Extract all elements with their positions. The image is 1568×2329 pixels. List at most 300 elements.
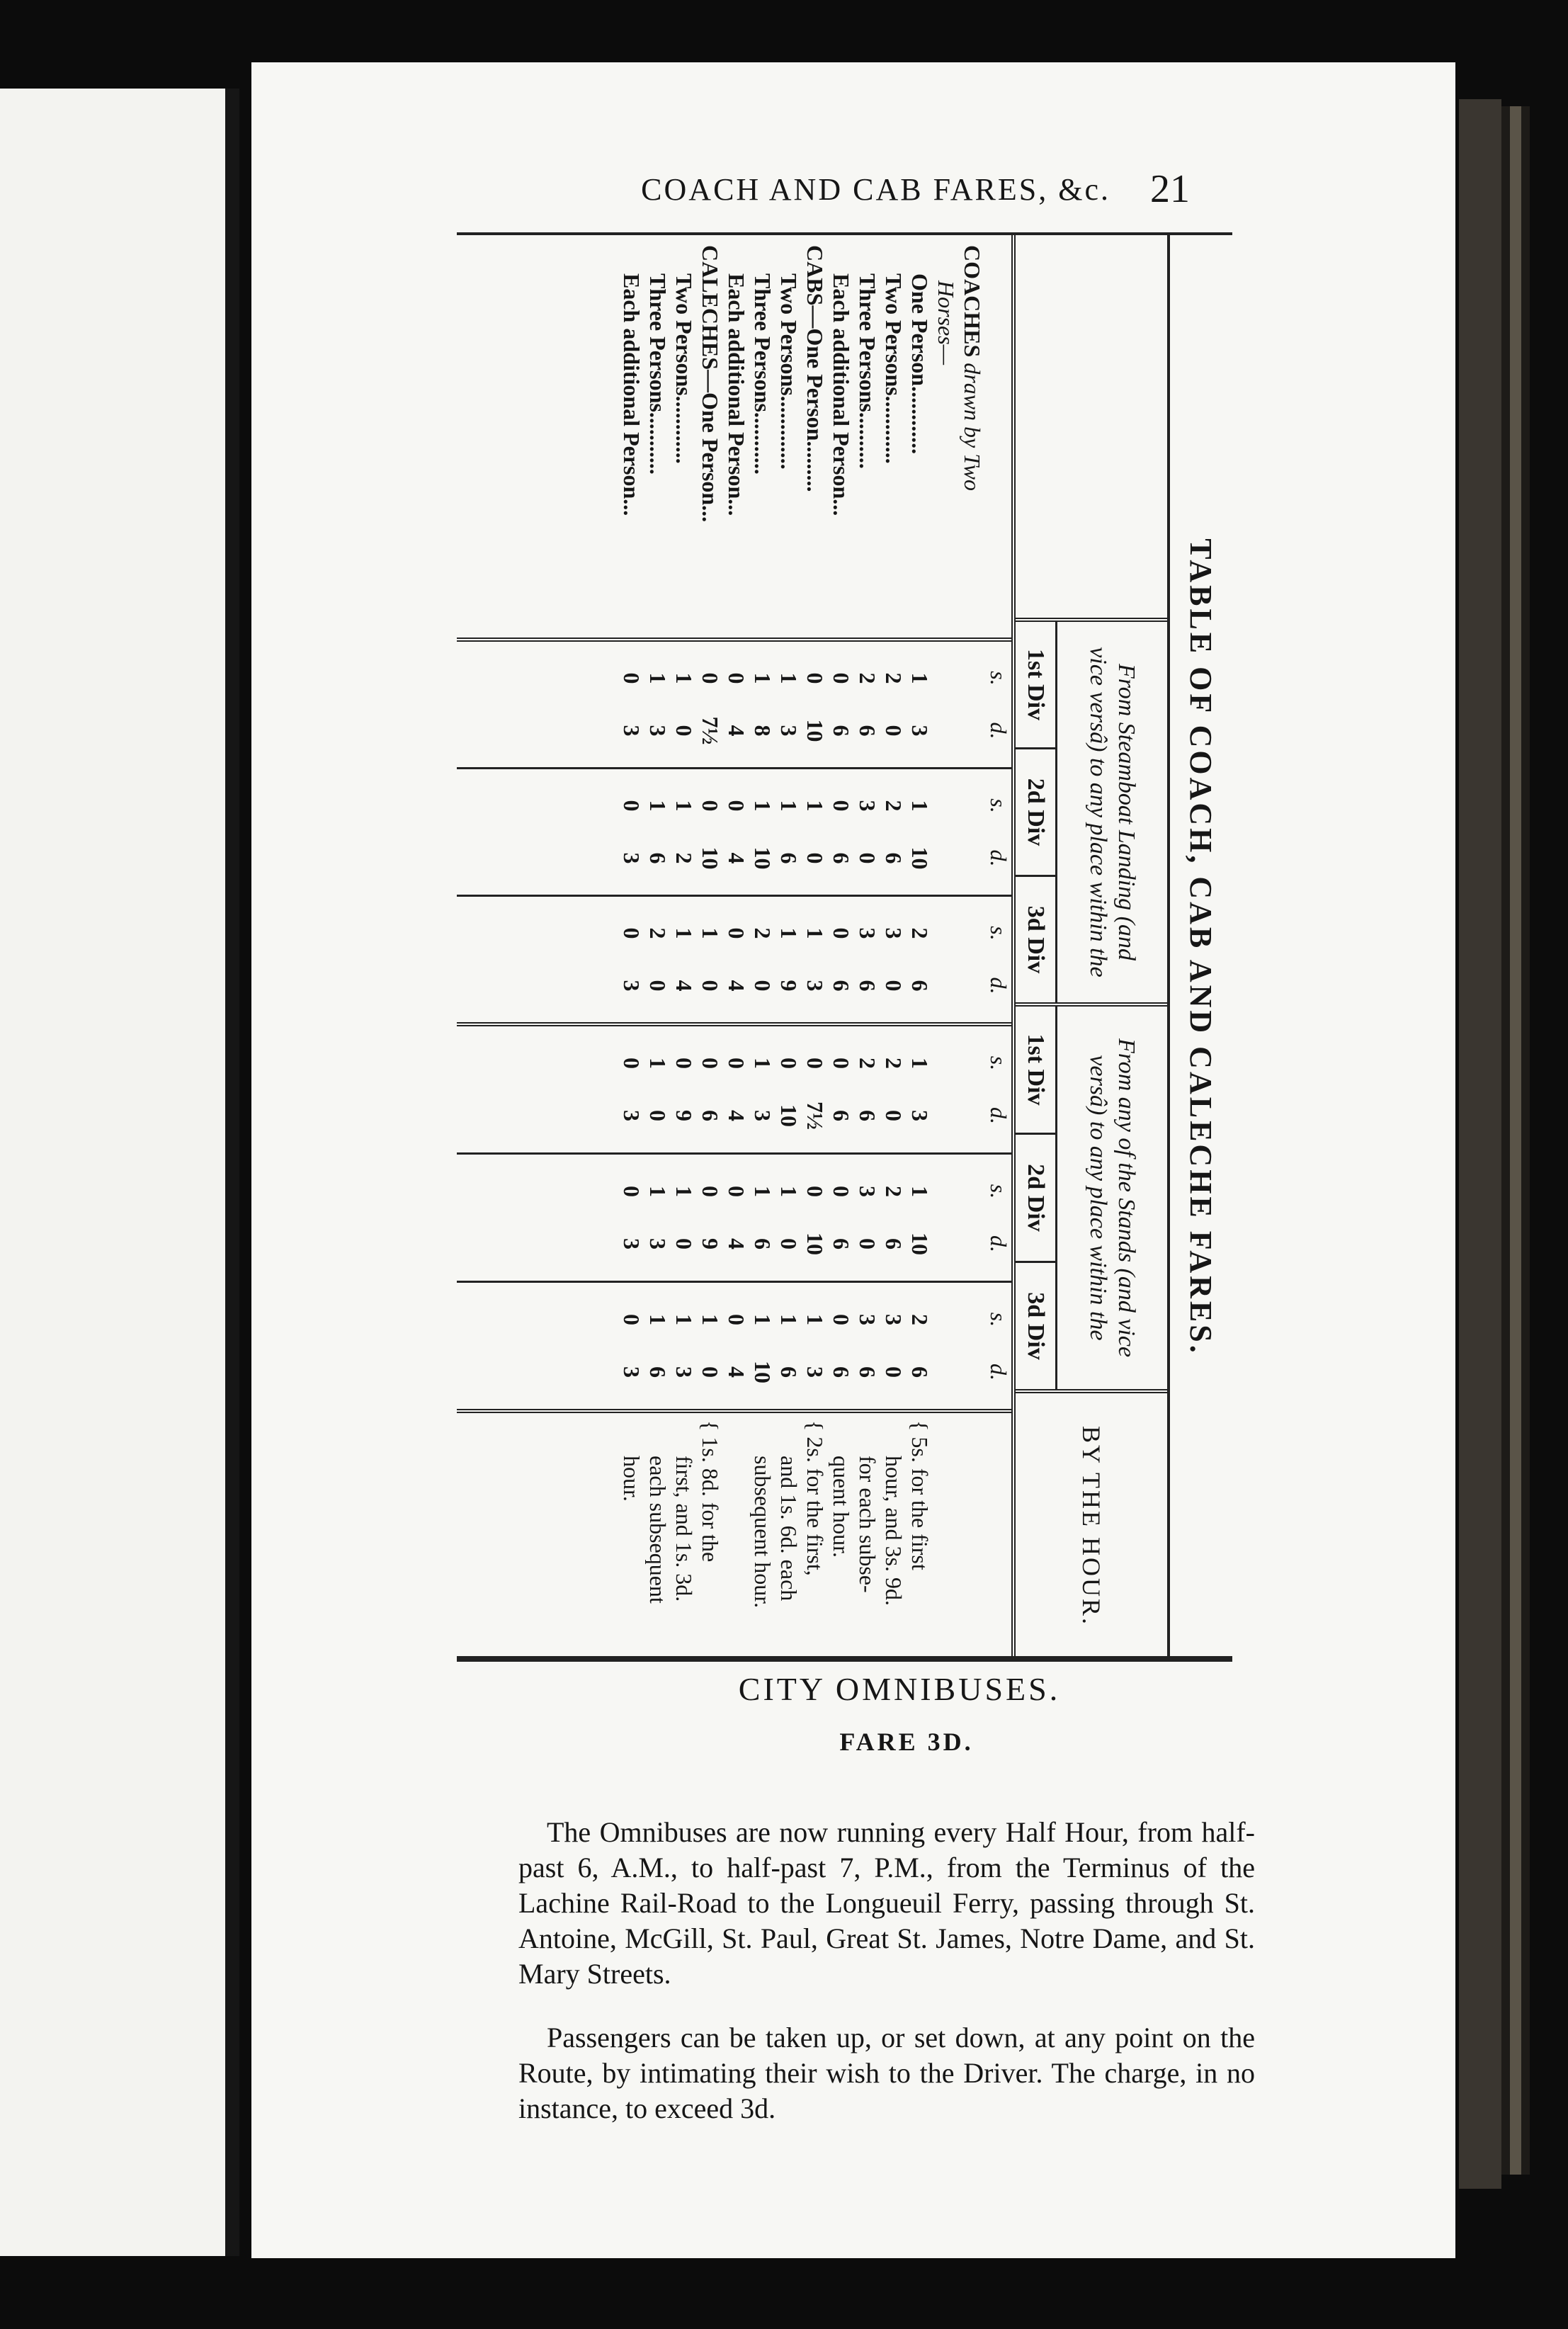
fare-shillings: 1 [907,1186,933,1197]
hour-text [723,1420,749,1659]
fare-cell [644,769,671,895]
fare-pence: 0 [645,980,671,992]
fare-cell [959,1026,985,1152]
fare-cell [671,769,697,895]
header-div-1: 1st Div [1016,1007,1055,1135]
fare-pence: 0 [855,1238,880,1250]
fare-shillings: 0 [698,1058,723,1069]
fare-cell [959,897,985,1022]
fare-shillings: 1 [645,1186,671,1197]
fare-cell [854,769,880,895]
row-label-text: Each additional Person... [829,273,854,516]
header-label-spacer [1016,235,1167,622]
fare-pence: 9 [776,980,802,992]
by-hour-column [457,1413,1011,1659]
omnibus-fare: FARE 3D. [839,1728,974,1756]
hour-spacer [985,1420,1011,1659]
fare-column [457,897,1011,1022]
fare-cell [959,769,985,895]
fare-shillings: 1 [671,1186,697,1197]
fare-pence: 4 [724,1110,749,1121]
fare-cell [671,642,697,767]
unit-pence: d. [986,1364,1011,1381]
fare-pence: 3 [802,980,828,992]
fare-pence: 6 [855,980,880,992]
unit-pence: d. [986,1107,1011,1124]
fare-pence: 6 [776,1366,802,1378]
fare-shillings: 3 [881,927,907,939]
hour-text: { 5s. for the first [907,1420,933,1570]
fare-cell [854,1283,880,1409]
fare-cell [644,642,671,767]
fare-pence: 6 [829,1238,854,1250]
fare-shillings: 3 [855,1314,880,1325]
fare-shillings: 2 [881,1186,907,1197]
row-label-text: Three Persons........... [750,273,776,475]
fare-shillings: 0 [776,1058,802,1069]
header-steamboat: From Steamboat Landing (and vice versâ) to any place within the [1085,647,1140,978]
row-label-text: One Person............ [907,273,933,455]
fare-pence: 6 [881,852,907,864]
fare-pence: 4 [671,980,697,992]
row-label-text: Two Persons............. [776,273,802,470]
fare-pence: 3 [645,1238,671,1250]
header-div-3: 3d Div [1023,1292,1049,1360]
fare-pence: 10 [907,846,933,870]
fare-shillings: 0 [724,1186,749,1197]
fare-shillings: 2 [881,1058,907,1069]
fare-pence: 0 [881,1110,907,1121]
fare-pence: 6 [829,1110,854,1121]
fare-pence: 7½ [698,716,723,745]
header-stands-group [1016,1007,1167,1393]
fare-shillings: 0 [698,1186,723,1197]
fare-shillings: 2 [881,672,907,684]
fare-cell [854,897,880,1022]
fare-cell [959,1283,985,1409]
hour-text: hour. [619,1456,644,1502]
fare-pence: 6 [645,1366,671,1378]
fare-cell [933,642,959,767]
fare-cell [802,642,828,767]
fare-cell [671,1283,697,1409]
row-label [671,245,697,628]
fare-pence: 0 [698,1366,723,1378]
fare-cell [644,1155,671,1281]
unit-shillings: s. [986,926,1011,941]
hour-text [933,1420,959,1659]
fare-shillings: 2 [645,927,671,939]
row-label [618,245,644,628]
fare-shillings: 1 [671,800,697,812]
running-head-title: COACH AND CAB FARES, &c. [641,171,1110,207]
hour-text: and 1s. 6d. each [776,1456,802,1602]
fare-shillings: 0 [671,1058,697,1069]
fare-shillings: 1 [750,1314,776,1325]
fare-shillings: 1 [776,927,802,939]
fare-pence: 3 [619,980,644,992]
row-label [749,245,776,628]
fare-shillings: 1 [776,800,802,812]
fare-pence: 0 [671,725,697,737]
fare-cell [802,1155,828,1281]
fare-pence: 0 [645,1110,671,1121]
fare-cell [959,642,985,767]
fare-cell [749,1026,776,1152]
row-label [880,245,907,628]
fare-cell [776,897,802,1022]
fare-shillings: 0 [829,1314,854,1325]
fare-shillings: 2 [907,1314,933,1325]
row-label [828,245,854,628]
table-header [1011,235,1167,1659]
fare-shillings: 1 [750,1058,776,1069]
fare-pence: 3 [750,1110,776,1121]
unit-shillings: s. [986,1055,1011,1071]
omnibus-paragraph: The Omnibuses are now running every Half Hour, from half-past 6, A.M., to half-past 7, P.M., from the Terminus of the Lachine Rail-Road to the Longueuil Ferry, passing through St. Antoine, McGill, St. Paul, Great St. James, Notre Dame, and St. Mary Streets. [518,1816,1255,1990]
fare-pence: 9 [698,1238,723,1250]
fare-cell [723,1155,749,1281]
hour-text: { 1s. 8d. for the [698,1420,723,1563]
row-label-text: Two Persons............ [881,273,907,464]
unit-pence: d. [986,1235,1011,1252]
fare-cell [907,897,933,1022]
fare-pence: 6 [881,1238,907,1250]
fare-shillings: 1 [802,927,828,939]
row-label [907,245,933,628]
fare-shillings: 0 [829,800,854,812]
fare-cell [907,769,933,895]
fare-cell [697,769,723,895]
fare-pence: 6 [829,1366,854,1378]
fare-shillings: 1 [671,672,697,684]
fare-shillings: 0 [619,1186,644,1197]
row-label [723,245,749,628]
fare-pence: 6 [855,725,880,737]
fare-cell [828,642,854,767]
row-label-text: Each additional Person... [724,273,749,516]
fare-pence: 0 [881,725,907,737]
row-label-text: Three Persons.......... [855,273,880,469]
fare-pence: 10 [802,1232,828,1255]
fare-pence: 0 [698,980,723,992]
fare-shillings: 0 [724,672,749,684]
fare-column [457,1283,1011,1409]
fare-cell [723,1026,749,1152]
fare-shillings: 0 [829,927,854,939]
fare-cell [618,1155,644,1281]
hour-text [959,1420,985,1659]
fare-pence: 0 [750,980,776,992]
fare-pence: 6 [855,1110,880,1121]
fare-column [457,1026,1011,1155]
header-div-3: 3d Div [1023,905,1049,974]
header-div-2: 2d Div [1016,749,1055,877]
fare-cell [776,642,802,767]
fare-shillings: 1 [645,1314,671,1325]
fare-column [457,642,1011,769]
fare-pence: 3 [645,725,671,737]
fare-shillings: 1 [750,800,776,812]
fare-pence: 4 [724,1238,749,1250]
fare-cell [880,897,907,1022]
fare-column [457,1155,1011,1283]
row-label-italic: Horses— [933,280,959,366]
fare-pence: 3 [907,1110,933,1121]
fare-pence: 6 [907,980,933,992]
fare-pence: 7½ [802,1101,828,1130]
row-label-text: CALECHES—One Person... [698,245,723,523]
fare-cell [697,897,723,1022]
unit-pence: d. [986,849,1011,867]
fare-cell [776,769,802,895]
fare-pence: 4 [724,725,749,737]
fare-cell [749,897,776,1022]
header-div-1: 1st Div [1016,622,1055,749]
fare-cell [933,1026,959,1152]
fare-shillings: 2 [881,800,907,812]
fare-cell [776,1155,802,1281]
label-spacer [985,245,1011,628]
fare-cell [854,642,880,767]
fare-shillings: 3 [855,800,880,812]
fare-cell [907,1155,933,1281]
hour-text: quent hour. [829,1456,854,1558]
row-label-italic: drawn by Two [960,357,985,492]
fare-cell [907,642,933,767]
fare-shillings: 1 [802,800,828,812]
fare-pence: 6 [698,1110,723,1121]
units-row [985,769,1011,895]
page-edge [1459,99,1501,2189]
header-steamboat-group [1016,622,1167,1007]
header-by-the-hour: BY THE HOUR. [1077,1425,1106,1626]
fare-cell [723,769,749,895]
fare-shillings: 1 [776,1314,802,1325]
fare-cell [697,1155,723,1281]
fare-shillings: 1 [907,1058,933,1069]
units-row [985,1283,1011,1409]
fare-cell [828,1026,854,1152]
fare-cell [776,1283,802,1409]
fare-shillings: 1 [671,1314,697,1325]
fare-pence: 10 [907,1232,933,1255]
fare-pence: 3 [619,1366,644,1378]
unit-pence: d. [986,977,1011,994]
fare-pence: 10 [698,846,723,870]
fare-shillings: 2 [907,927,933,939]
fare-cell [644,1283,671,1409]
fare-cell [828,1155,854,1281]
fare-cell [697,642,723,767]
fare-shillings: 0 [724,927,749,939]
facing-page [0,89,229,2256]
fare-shillings: 0 [619,927,644,939]
fare-shillings: 0 [829,1186,854,1197]
fare-pence: 3 [619,852,644,864]
row-label [644,245,671,628]
row-label [776,245,802,628]
fare-cell [802,1283,828,1409]
units-row [985,1155,1011,1281]
hour-text: { 2s. for the first, [802,1420,828,1576]
fare-cell [854,1026,880,1152]
row-label-text: Each additional Person... [619,273,644,516]
fare-cell [959,1155,985,1281]
table-title: TABLE OF COACH, CAB AND CALECHE FARES. [1167,235,1232,1659]
hour-text: first, and 1s. 3d. [671,1456,697,1602]
unit-shillings: s. [986,671,1011,686]
header-divisions [1016,622,1057,1002]
fare-shillings: 0 [802,672,828,684]
fare-shillings: 1 [645,672,671,684]
hour-text: subsequent hour. [750,1456,776,1609]
fare-pence: 0 [776,1238,802,1250]
fare-pence: 8 [750,725,776,737]
fare-shillings: 0 [619,1314,644,1325]
row-label [959,245,985,628]
fare-shillings: 1 [907,672,933,684]
hour-text: for each subse- [855,1456,880,1593]
book-gutter [225,89,239,2256]
row-label [697,245,723,628]
fare-shillings: 1 [776,1186,802,1197]
fare-pence: 6 [829,725,854,737]
fare-pence: 9 [671,1110,697,1121]
row-label [854,245,880,628]
fare-cell [618,1026,644,1152]
fare-pence: 3 [619,725,644,737]
fare-cell [828,897,854,1022]
fare-shillings: 2 [855,1058,880,1069]
fare-pence: 0 [802,852,828,864]
row-label-text: Two Persons............ [671,273,697,464]
fare-cell [723,642,749,767]
steamboat-fares [457,642,1011,1026]
fare-cell [933,897,959,1022]
fare-pence: 6 [855,1366,880,1378]
unit-shillings: s. [986,798,1011,813]
page-number: 21 [1150,167,1190,211]
fare-shillings: 0 [829,1058,854,1069]
fare-cell [828,1283,854,1409]
row-label-text: COACHES [960,245,985,358]
fare-shillings: 1 [698,1314,723,1325]
fare-cell [880,642,907,767]
fare-shillings: 0 [829,672,854,684]
fare-shillings: 0 [724,800,749,812]
row-label-text: Three Persons........... [645,273,671,475]
fare-cell [933,769,959,895]
header-div-2: 2d Div [1016,1135,1055,1263]
fare-shillings: 0 [619,672,644,684]
fare-cell [749,1155,776,1281]
label-column [457,235,1011,642]
fare-cell [723,897,749,1022]
passengers-paragraph: Passengers can be taken up, or set down, at any point on the Route, by intimating their wish to the Driver. The charge, in no instance, to exceed 3d. [518,2022,1255,2124]
fare-cell [618,769,644,895]
fare-cell [880,769,907,895]
fare-shillings: 3 [855,1186,880,1197]
fare-pence: 3 [907,725,933,737]
fare-cell [828,769,854,895]
fare-table [457,232,1232,1662]
fare-pence: 10 [776,1104,802,1127]
fare-pence: 0 [881,980,907,992]
fare-cell [802,897,828,1022]
fare-column [457,769,1011,897]
fare-pence: 6 [750,1238,776,1250]
fare-shillings: 3 [881,1314,907,1325]
fare-cell [749,769,776,895]
fare-shillings: 1 [750,672,776,684]
unit-shillings: s. [986,1312,1011,1327]
fare-cell [618,642,644,767]
fare-table-area [457,232,1232,1659]
fare-cell [618,897,644,1022]
fare-pence: 10 [750,1361,776,1383]
hour-text: hour, and 3s. 9d. [881,1456,907,1606]
fare-pence: 3 [619,1238,644,1250]
fare-shillings: 1 [802,1314,828,1325]
fare-shillings: 0 [619,800,644,812]
table-body [457,235,1011,1659]
fare-pence: 0 [855,852,880,864]
fare-cell [671,1155,697,1281]
fare-pence: 3 [671,1366,697,1378]
fare-cell [802,769,828,895]
fare-pence: 3 [802,1366,828,1378]
fare-pence: 0 [671,1238,697,1250]
running-head [319,164,1190,214]
fare-cell [697,1026,723,1152]
row-label [802,245,828,628]
fare-pence: 6 [829,980,854,992]
fare-cell [618,1283,644,1409]
units-row [985,1026,1011,1152]
fare-shillings: 2 [750,927,776,939]
fare-cell [933,1283,959,1409]
fare-cell [907,1026,933,1152]
fare-shillings: 1 [645,800,671,812]
fare-pence: 6 [776,852,802,864]
fare-cell [749,1283,776,1409]
fare-cell [907,1283,933,1409]
fare-cell [776,1026,802,1152]
fare-pence: 3 [619,1110,644,1121]
fare-cell [880,1283,907,1409]
fare-pence: 4 [724,1366,749,1378]
units-row [985,897,1011,1022]
omnibus-title: CITY OMNIBUSES. [738,1671,1061,1707]
fare-shillings: 3 [855,927,880,939]
fare-cell [697,1283,723,1409]
page-edge-strip [1510,106,1521,2175]
fare-shillings: 1 [907,800,933,812]
header-stands: From any of the Stands (and vice versâ) to any place within the [1085,1038,1140,1358]
row-label-text: CABS—One Person......... [802,245,828,492]
fare-cell [880,1026,907,1152]
fare-shillings: 1 [750,1186,776,1197]
fare-pence: 4 [724,852,749,864]
fare-cell [671,1026,697,1152]
fare-shillings: 0 [619,1058,644,1069]
fare-cell [802,1026,828,1152]
fare-pence: 0 [881,1366,907,1378]
fare-pence: 4 [724,980,749,992]
fare-cell [933,1155,959,1281]
fare-shillings: 1 [698,927,723,939]
